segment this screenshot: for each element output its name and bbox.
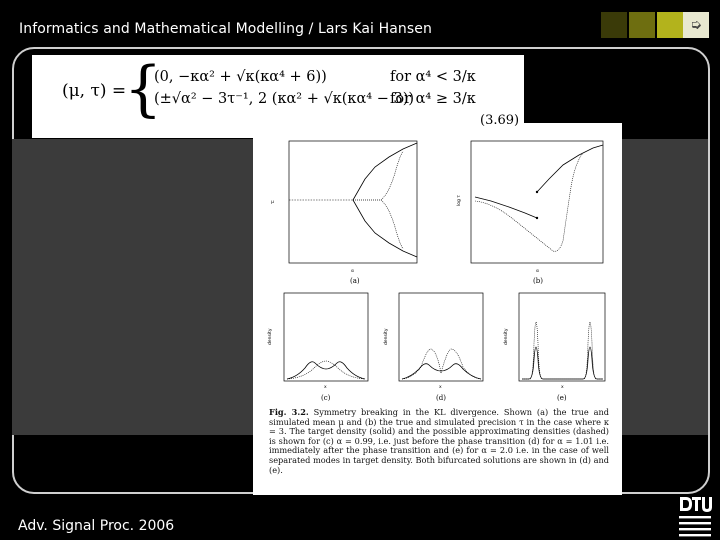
footer-text: Adv. Signal Proc. 2006 [18,518,175,534]
plot-e-xlabel: x [561,385,564,390]
plot-c-ylabel: density [268,328,273,345]
figure-plots [253,123,622,408]
nav-square-3[interactable] [657,12,683,38]
plot-b-xlabel: α [536,269,539,274]
equation-row2-expr: (±√α² − 3τ⁻¹, 2 (κα² + √κ(κα⁴ − 3)) [154,91,415,107]
plot-e-label: (e) [557,394,567,402]
plot-e [503,293,605,402]
caption-lead: Fig. 3.2. [269,407,309,417]
plot-c [267,293,368,402]
nav-square-2[interactable] [629,12,655,38]
plot-b-ylabel: log τ [457,195,462,206]
plot-b [456,141,603,285]
nav-square-1[interactable] [601,12,627,38]
plot-a [271,141,417,285]
equation-row2-cond: for α⁴ ≥ 3/κ [390,91,476,107]
plot-b-label: (b) [533,277,543,285]
plot-a-xlabel: α [351,269,354,274]
header-title: Informatics and Mathematical Modelling / Lars Kai Hansen [19,21,432,37]
dtu-logo [678,495,712,537]
equation-row1-cond: for α⁴ < 3/κ [390,69,476,85]
equation-row1-expr: (0, −κα² + √κ(κα⁴ + 6)) [154,69,327,85]
equation-number: (3.69) [480,113,520,128]
arrow-right-icon[interactable]: ➭ [683,12,709,38]
plot-d-label: (d) [436,394,446,402]
plot-e-ylabel: density [504,328,509,345]
plot-c-label: (c) [321,394,331,402]
equation-lhs: (μ, τ) = [62,81,127,101]
figure-caption [269,408,609,475]
plot-a-ylabel: μ [271,200,274,205]
plot-c-xlabel: x [324,385,327,390]
figure-panel [253,113,622,495]
caption-text: Symmetry breaking in the KL divergence. Shown (a) the true and simulated mean μ and (b) the true and simulated precision τ in the case where κ = 3. The target density (solid) and the possible approximating densities (dashed) is shown for (c) α = 0.99, i.e. just before the phase transition (d) for α = 1.01 i.e. immediately after the phase transition and (e) for α = 2.0 i.e. in the case of well separated modes in target density. Both bifurcated solutions are shown in (d) and (e). [269,407,610,475]
plot-d-ylabel: density [384,328,389,345]
plot-d [383,293,483,402]
plot-a-label: (a) [350,277,360,285]
plot-d-xlabel: x [439,385,442,390]
equation-brace: { [124,54,163,124]
